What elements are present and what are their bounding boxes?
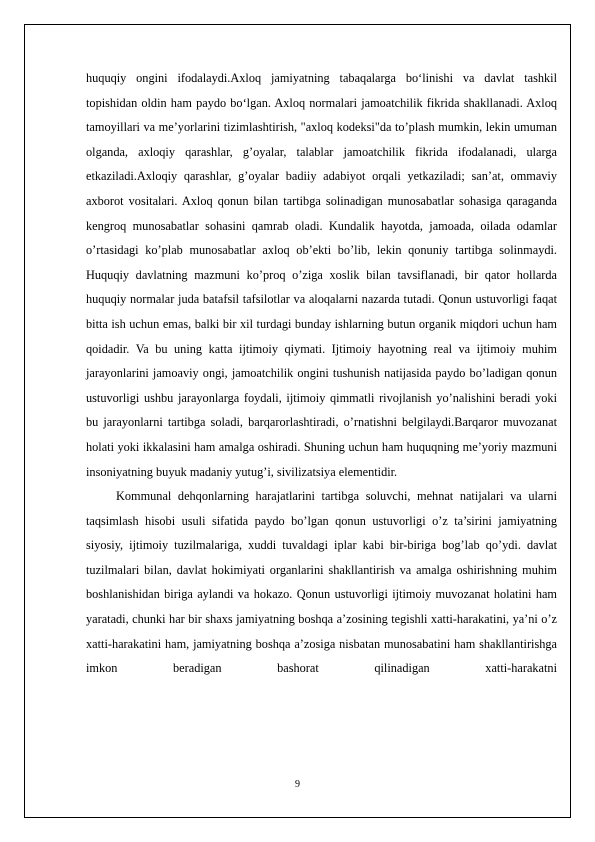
document-body xyxy=(86,66,557,681)
paragraph-1: huquqiy ongini ifodalaydi.Axloq jamiyatning tabaqalarga bo‘linishi va davlat tashkil topishidan oldin ham paydo bo‘lgan. Axloq normalari jamoatchilik fikrida shakllanadi. Axloq tamoyillari va me’yorlarini tizimlashtirish, "axloq kodeksi"da to’plash mumkin, lekin umuman olganda, axloqiy qarashlar, g’oyalar, talablar jamoatchilik fikrida ifodalanadi, ularga etkaziladi.Axloqiy qarashlar, g’oyalar badiiy adabiyot orqali yetkaziladi; san’at, ommaviy axborot vositalari. Axloq qonun bilan tartibga solinadigan munosabatlar sohasiga qaraganda kengroq munosabatlar sohasini qamrab oladi. Kundalik hayotda, jamoada, oilada odamlar o’rtasidagi ko’plab munosabatlar axloq ob’ekti bo’lib, lekin qonuniy tartibga solinmaydi. Huquqiy davlatning mazmuni ko’proq o’ziga xoslik bilan tavsiflanadi, bir qator hollarda huquqiy normalar juda batafsil tafsilotlar va aloqalarni nazarda tutadi. Qonun ustuvorligi faqat bitta ish uchun emas, balki bir xil turdagi bunday ishlarning butun organik miqdori uchun ham qoidadir. Va bu uning katta ijtimoiy qiymati. Ijtimoiy hayotning real va ijtimoiy muhim jarayonlarini jamoaviy ongi, jamoatchilik ongini tushunish natijasida paydo bo’ladigan qonun ustuvorligi ushbu jarayonlarga foydali, ijtimoiy qimmatli rivojlanish yo’nalishini beradi yoki bu jarayonlarni tartibga soladi, barqarorlashtiradi, o’rnatishni belgilaydi.Barqaror muvozanat holati yoki ikkalasini ham amalga oshiradi. Shuning uchun ham huquqning me’yoriy mazmuni insoniyatning buyuk madaniy yutug’i, sivilizatsiya elementidir. xyxy=(86,71,557,479)
paragraph-2: Kommunal dehqonlarning harajatlarini tartibga soluvchi, mehnat natijalari va ularni taqsimlash hisobi usuli sifatida paydo bo’lgan qonun ustuvorligi o’z ta’sirini jamiyatning siyosiy, ijtimoiy tuzilmalariga, xuddi tuvaldagi iplar kabi bir-biriga bog’lab qo’ydi. davlat tuzilmalari bilan, davlat hokimiyati organlarini shakllantirish va amalga oshirishning muhim boshlanishidan biriga aylandi va hokazo. Qonun ustuvorligi ijtimoiy muvozanat holatini ham yaratadi, chunki har bir shaxs jamiyatning boshqa a’zosining tegishli xatti-harakatini, ya’ni o’z xatti-harakatini ham, jamiyatning boshqa a’zosiga nisbatan munosabatini ham shakllantirishga imkon beradigan bashorat qilinadigan xatti-harakatni xyxy=(86,489,557,676)
page-number: 9 xyxy=(295,779,300,790)
